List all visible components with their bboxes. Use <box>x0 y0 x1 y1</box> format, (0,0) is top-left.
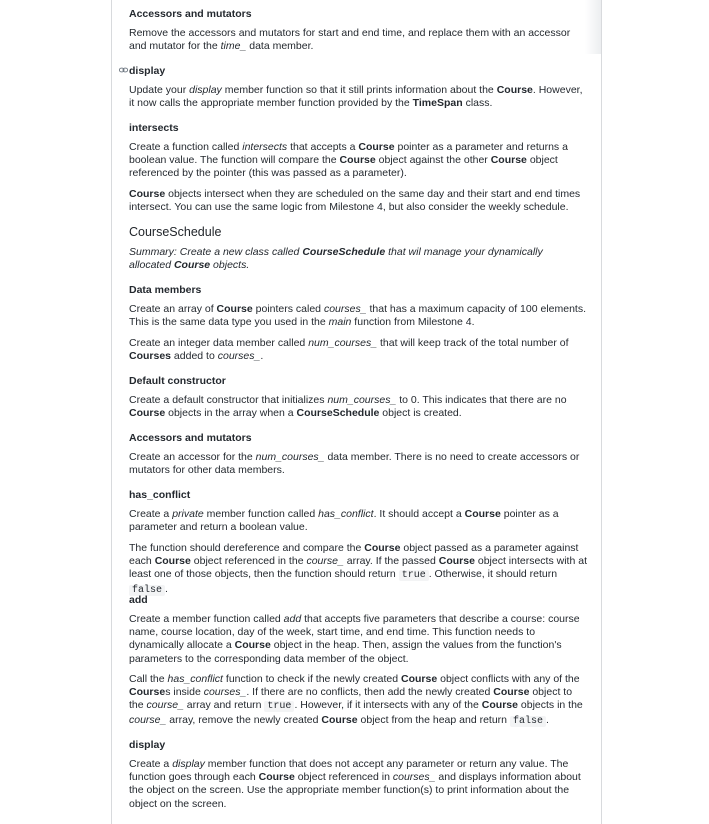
heading-intersects: intersects <box>129 122 179 134</box>
paragraph-has-conflict-1: Create a private member function called has_conflict. It should accept a Course pointer as a parameter and return a boolean value. <box>129 508 559 534</box>
paragraph-summary: Summary: Create a new class called CourseSchedule that wil manage your dynamically allocated Course objects. <box>129 246 543 272</box>
paragraph-accessors-mutators: Remove the accessors and mutators for start and end time, and replace them with an accessor and mutator for the time_ data member. <box>129 27 571 53</box>
paragraph-intersects-1: Create a function called intersects that accepts a Course pointer as a parameter and returns a boolean value. The function will compare the Course object against the other Course object referenced by the pointer (this was passed as a parameter). <box>129 141 568 180</box>
heading-add: add <box>129 594 148 606</box>
heading-accessors-mutators: Accessors and mutators <box>129 8 252 20</box>
page-edge-shadow <box>585 0 601 54</box>
paragraph-add-2: Call the has_conflict function to check if the newly created Course object conflicts with any of the Courses inside courses_. If there are no conflicts, then add the newly created Course object to the course_ array and return true . However, if it intersects with any of the Course objects in the course_ array, remove the newly created Course object from the heap and return false . <box>129 673 583 727</box>
document-page <box>111 0 602 824</box>
heading-display-text: display <box>129 65 166 77</box>
heading-display <box>129 65 165 77</box>
heading-accessors-mutators-2: Accessors and mutators <box>129 432 252 444</box>
link-icon[interactable] <box>119 66 128 74</box>
paragraph-has-conflict-2: The function should dereference and compare the Course object passed as a parameter against each Course object referenced in the course_ array. If the passed Course object intersects with at least one of those objects, then the function should return true . Otherwise, it should return false . <box>129 542 587 596</box>
paragraph-data-members-1: Create an array of Course pointers caled courses_ that has a maximum capacity of 100 elements. This is the same data type you used in the main function from Milestone 4. <box>129 303 587 329</box>
paragraph-display: Update your display member function so that it still prints information about the Course. However, it now calls the appropriate member function provided by the TimeSpan class. <box>129 84 583 110</box>
heading-courseschedule: CourseSchedule <box>129 225 222 239</box>
paragraph-intersects-2: Course objects intersect when they are scheduled on the same day and their start and end times intersect. You can use the same logic from Milestone 4, but also consider the weekly schedule. <box>129 188 581 214</box>
paragraph-display-2: Create a display member function that does not accept any parameter or return any value. The function goes through each Course object referenced in courses_ and displays information about the object on the screen. Use the appropriate member function(s) to print information about the object on the screen. <box>129 758 581 810</box>
heading-default-constructor: Default constructor <box>129 375 226 387</box>
heading-has-conflict: has_conflict <box>129 489 191 501</box>
paragraph-accessors-mutators-2: Create an accessor for the num_courses_ data member. There is no need to create accessors or mutators for other data members. <box>129 451 580 477</box>
heading-data-members: Data members <box>129 284 202 296</box>
paragraph-default-constructor: Create a default constructor that initializes num_courses_ to 0. This indicates that there are no Course objects in the array when a CourseSchedule object is created. <box>129 394 567 420</box>
paragraph-data-members-2: Create an integer data member called num_courses_ that will keep track of the total number of Courses added to courses_. <box>129 337 569 363</box>
paragraph-add-1: Create a member function called add that accepts five parameters that describe a course: course name, course location, day of the week, start time, and end time. This function needs to dynamically allocate a Course object in the heap. Then, assign the values from the function's parameters to the corresponding data member of the object. <box>129 613 580 665</box>
heading-display-2: display <box>129 739 166 751</box>
